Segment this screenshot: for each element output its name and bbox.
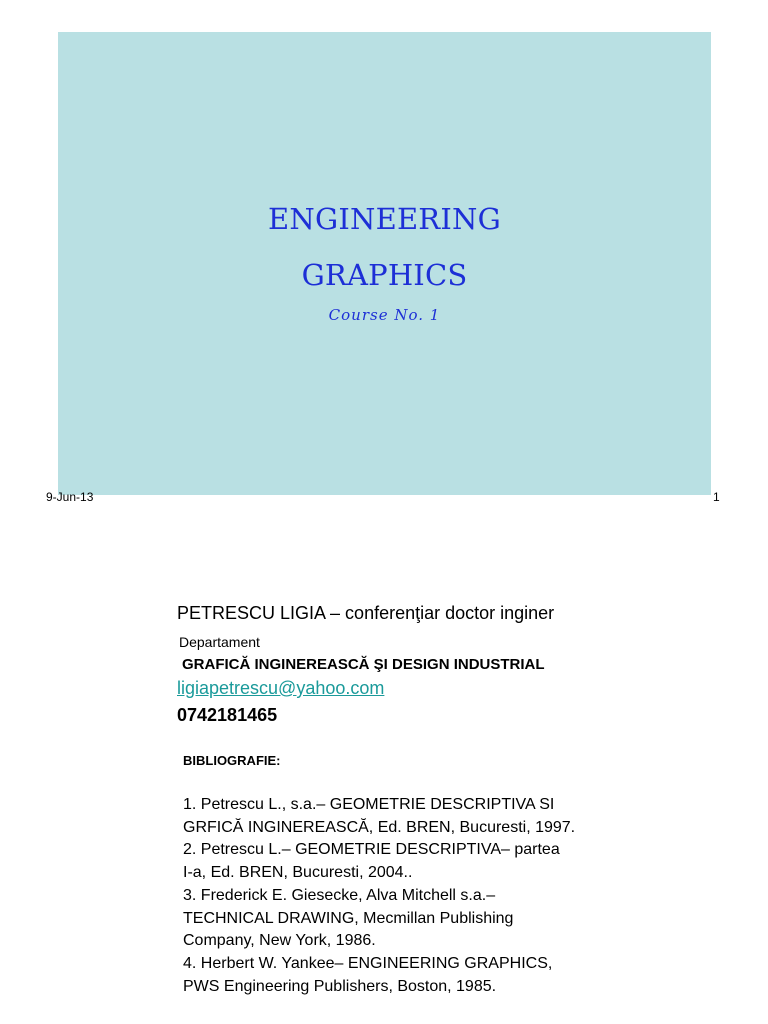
phone-number: 0742181465: [177, 705, 278, 725]
slide-page-number: 1: [713, 490, 720, 504]
title-slide: [58, 32, 711, 495]
author-line: PETRESCU LIGIA – conferenţiar doctor inginer: [177, 603, 555, 623]
bibliography-title: BIBLIOGRAFIE:: [183, 753, 281, 768]
bibliography-line: 3. Frederick E. Giesecke, Alva Mitchell s.a.–: [183, 886, 496, 904]
bibliography-line: 2. Petrescu L.– GEOMETRIE DESCRIPTIVA– partea: [183, 841, 560, 859]
bibliography-line: GRFICĂ INGINEREASCĂ, Ed. BREN, Bucuresti, 1997.: [183, 818, 576, 836]
email-link[interactable]: ligiapetrescu@yahoo.com: [177, 678, 385, 698]
slide-date: 9-Jun-13: [46, 490, 94, 504]
bibliography-line: PWS Engineering Publishers, Boston, 1985.: [183, 977, 497, 995]
bibliography-line: Company, New York, 1986.: [183, 932, 376, 950]
bibliography-line: TECHNICAL DRAWING, Mecmillan Publishing: [183, 909, 514, 927]
title-line-1: ENGINEERING: [268, 202, 501, 236]
bibliography-line: I-a, Ed. BREN, Bucuresti, 2004..: [183, 864, 413, 882]
course-subtitle: Course No. 1: [328, 306, 441, 324]
bibliography-line: 4. Herbert W. Yankee– ENGINEERING GRAPHICS,: [183, 954, 553, 972]
bibliography-list: [183, 794, 575, 998]
title-line-2: GRAPHICS: [301, 258, 468, 292]
bibliography-line: 1. Petrescu L., s.a.– GEOMETRIE DESCRIPTIVA SI: [183, 796, 555, 813]
department-label: Departament: [179, 634, 260, 650]
department-name: GRAFICĂ INGINEREASCĂ ŞI DESIGN INDUSTRIAL: [182, 656, 545, 673]
